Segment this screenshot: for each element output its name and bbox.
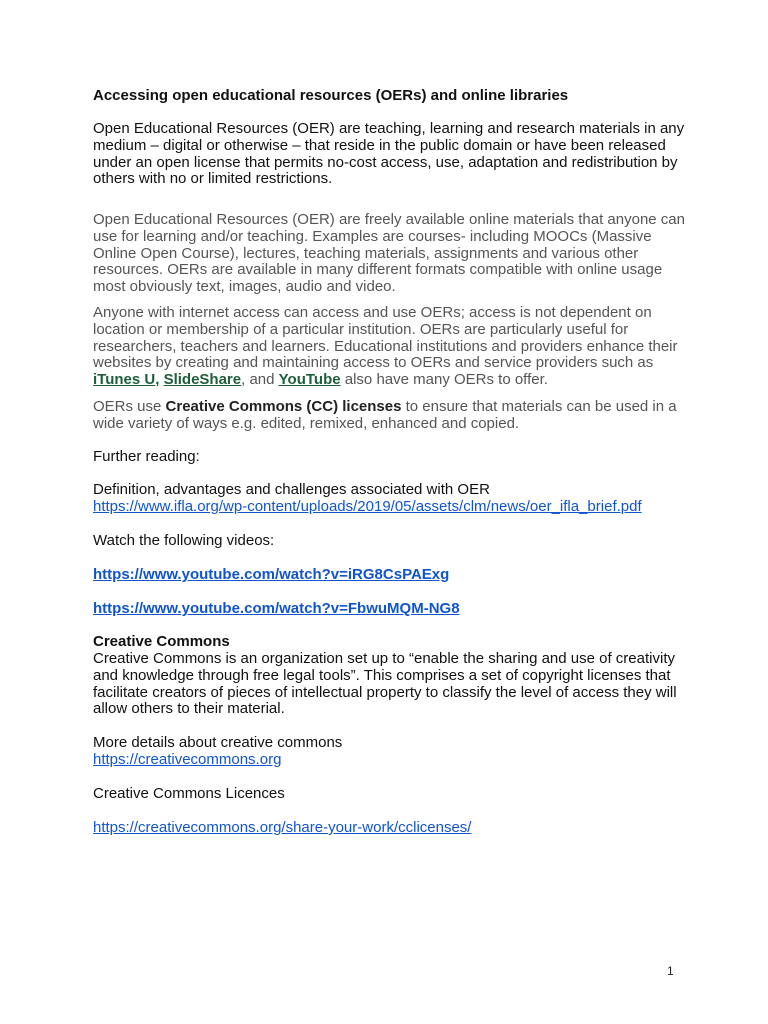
further-reading-label: Further reading: — [93, 448, 200, 465]
cc-link-line — [93, 752, 693, 769]
video2-link[interactable]: https://www.youtube.com/watch?v=FbwuMQM-NG8 — [93, 600, 460, 617]
ifla-brief-link[interactable]: https://www.ifla.org/wp-content/uploads/2019/05/assets/clm/news/oer_ifla_brief.pdf — [93, 498, 642, 515]
separator-and: , and — [241, 371, 279, 389]
paragraph-oer-access — [93, 305, 693, 389]
separator-comma: , — [155, 371, 164, 389]
video1-link[interactable]: https://www.youtube.com/watch?v=iRG8CsPAExg — [93, 566, 450, 583]
paragraph-cc-licenses — [93, 399, 693, 433]
cc-licenses-bold: Creative Commons (CC) licenses — [165, 398, 402, 415]
page-number: 1 — [667, 964, 674, 978]
youtube-link[interactable]: YouTube — [278, 371, 341, 389]
cc-licenses-link[interactable]: https://creativecommons.org/share-your-work/cclicenses/ — [93, 819, 472, 836]
paragraph-cc-licenses-pre: OERs use — [93, 398, 166, 415]
cc-description: Creative Commons is an organization set up to “enable the sharing and use of creativity and knowledge through free legal tools”. This comprises a set of copyright licenses that facilitate creators of pieces of intellectual property to classify the level of access they will allow others to their material. — [93, 650, 677, 718]
slideshare-link[interactable]: SlideShare — [163, 371, 242, 389]
creativecommons-link[interactable]: https://creativecommons.org — [93, 751, 282, 768]
paragraph-cc-licenses-post: to ensure that materials can be used in a wide variety of ways e.g. edited, remixed, enhanced and copied. — [93, 398, 677, 432]
cc-heading: Creative Commons — [93, 633, 230, 650]
definition-link-line — [93, 499, 693, 516]
licences-label: Creative Commons Licences — [93, 785, 285, 802]
document-title: Accessing open educational resources (OERs) and online libraries — [93, 87, 569, 104]
paragraph-oer-access-tail: also have many OERs to offer. — [340, 371, 548, 389]
watch-videos-label: Watch the following videos: — [93, 532, 275, 549]
licences-link-line — [93, 820, 693, 837]
more-details-label: More details about creative commons — [93, 734, 343, 751]
paragraph-oer-definition: Open Educational Resources (OER) are teaching, learning and research materials in any medium – digital or otherwise – that reside in the public domain or have been released under an open license that permits no-cost access, use, adaptation and redistribution by others with no or limited restrictions. — [93, 120, 685, 188]
paragraph-oer-access-text: Anyone with internet access can access and use OERs; access is not dependent on location or membership of a particular institution. OERs are particularly useful for researchers, teachers and learners. Educational institutions and providers enhance their websites by creating and maintaining access to OERs and service providers such as — [93, 304, 678, 372]
paragraph-oer-description: Open Educational Resources (OER) are freely available online materials that anyone can use for learning and/or teaching. Examples are courses- including MOOCs (Massive Online Open Course), lectures, teaching materials, assignments and various other resources. OERs are available in many different formats compatible with online usage most obviously text, images, audio and video. — [93, 211, 685, 296]
itunes-u-link[interactable]: iTunes U — [93, 371, 156, 389]
video1-line — [93, 567, 693, 584]
video2-line — [93, 601, 693, 618]
definition-label: Definition, advantages and challenges associated with OER — [93, 481, 490, 498]
